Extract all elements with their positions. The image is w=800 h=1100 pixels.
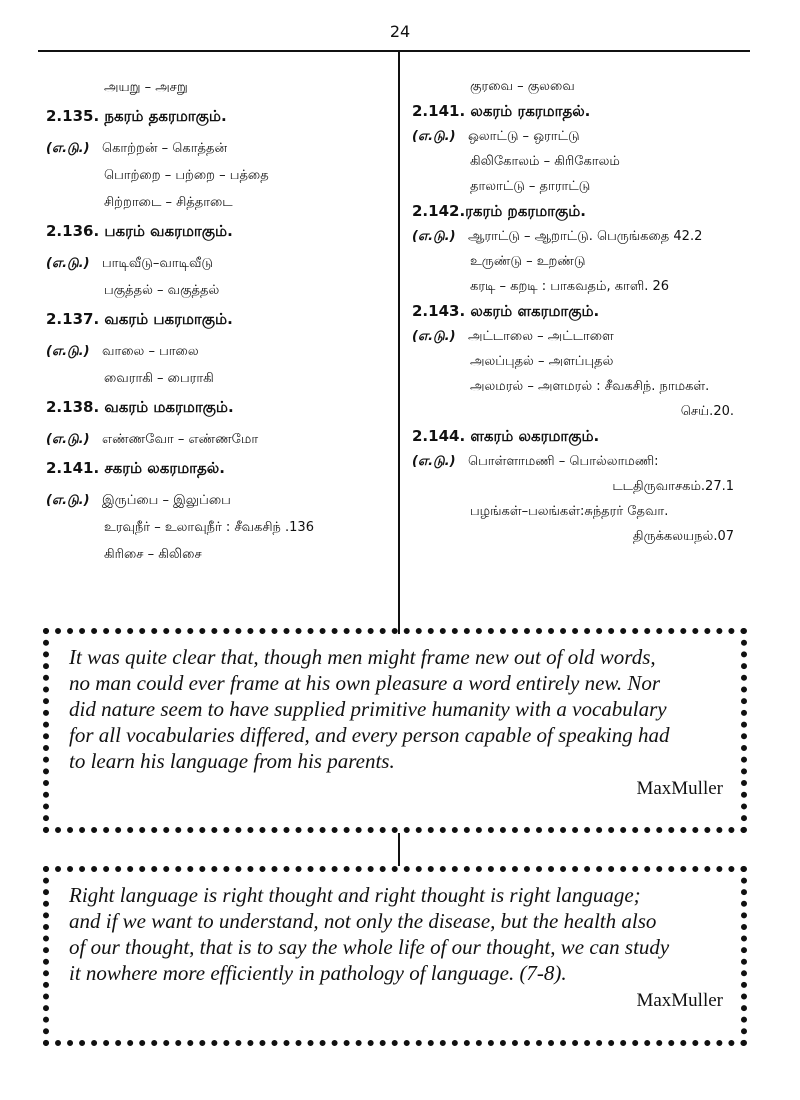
example-line: (எ.டு.) அட்டாலை – அட்டாளை	[412, 324, 744, 349]
example-line: (எ.டு.) எண்ணவோ – எண்ணமோ	[46, 426, 391, 453]
right-column	[412, 74, 744, 549]
example-line: (எ.டு.) இருப்பை – இலுப்பை	[46, 487, 391, 514]
example-line: (எ.டு.) பொள்ளாமணி – பொல்லாமணி:	[412, 449, 744, 474]
example-line: (எ.டு.) ஆராட்டு – ஆறாட்டு. பெருங்கதை 42.2	[412, 224, 744, 249]
quote-box	[43, 628, 747, 833]
example-marker: (எ.டு.)	[46, 256, 90, 271]
example-line: சிற்றாடை – சித்தாடை	[104, 195, 233, 210]
left-column	[46, 74, 391, 568]
example-marker: (எ.டு.)	[412, 454, 456, 469]
quote-text: Right language is right thought and right thought is right language; and if we want to understand, not only the disease, but the health also of our thought, that is to say the whole life of our thought, we can study it nowhere more efficiently in pathology of language. (7-8).	[69, 883, 670, 985]
example-line: உருண்டு – உறண்டு	[470, 254, 586, 269]
citation-line: செய்.20.	[680, 404, 734, 419]
section-heading-2-137: 2.137. வகரம் பகரமாகும்.	[46, 310, 233, 328]
quote-text: It was quite clear that, though men might frame new out of old words, no man could ever frame at his own pleasure a word entirely new. Nor did nature seem to have supplied primitive humanity with a vocabulary for all vocabularies differed, and every person capable of speaking had to learn his language from his parents.	[69, 645, 670, 773]
example-line: (எ.டு.) பாடிவீடு–வாடிவீடு	[46, 250, 391, 277]
header-rule	[38, 50, 750, 52]
example-marker: (எ.டு.)	[46, 344, 90, 359]
example-line: அயறு – அசறு	[104, 80, 188, 95]
example-line: பொற்றை – பற்றை – பத்தை	[104, 168, 269, 183]
section-heading-2-141-right: 2.141. லகரம் ரகரமாதல்.	[412, 102, 591, 120]
example-marker: (எ.டு.)	[412, 229, 456, 244]
section-heading-2-143: 2.143. லகரம் ளகரமாகும்.	[412, 302, 600, 320]
example-line: பகுத்தல் – வகுத்தல்	[104, 283, 220, 298]
example-line: கரடி – கறடி : பாகவதம், காளி. 26	[470, 279, 669, 294]
example-line: கிலிகோலம் – கிரிகோலம்	[470, 154, 620, 169]
example-line: குரவை – குலவை	[470, 79, 575, 94]
quote-author: MaxMuller	[636, 778, 723, 799]
example-line: (எ.டு.) கொற்றன் – கொத்தன்	[46, 135, 391, 162]
example-line: அலப்புதல் – அளப்புதல்	[470, 354, 614, 369]
quote-box	[43, 866, 747, 1046]
example-marker: (எ.டு.)	[412, 329, 456, 344]
quote-connector	[398, 833, 400, 866]
section-heading-2-138: 2.138. வகரம் மகரமாகும்.	[46, 398, 234, 416]
example-marker: (எ.டு.)	[46, 141, 90, 156]
page-number: 24	[389, 22, 411, 41]
example-marker: (எ.டு.)	[46, 493, 90, 508]
example-line: உரவுநீர் – உலாவுநீர் : சீவகசிந் .136	[104, 520, 314, 535]
example-line: வைராகி – பைராகி	[104, 371, 214, 386]
section-heading-2-136: 2.136. பகரம் வகரமாகும்.	[46, 222, 233, 240]
example-line: தாலாட்டு – தாராட்டு	[470, 179, 591, 194]
example-line: கிரிசை – கிலிசை	[104, 547, 202, 562]
citation-line: திருக்கலயநல்.07	[632, 529, 734, 544]
quote-author: MaxMuller	[636, 990, 723, 1011]
example-marker: (எ.டு.)	[46, 432, 90, 447]
example-line: பழங்கள்–பலங்கள்:சுந்தரர் தேவா.	[470, 504, 669, 519]
example-marker: (எ.டு.)	[412, 129, 456, 144]
section-heading-2-135: 2.135. நகரம் தகரமாகும்.	[46, 107, 227, 125]
column-divider	[398, 51, 400, 634]
section-heading-2-142: 2.142.ரகரம் றகரமாகும்.	[412, 202, 587, 220]
citation-line: டடதிருவாசகம்.27.1	[612, 479, 734, 494]
section-heading-2-144: 2.144. ளகரம் லகரமாகும்.	[412, 427, 600, 445]
example-line: (எ.டு.) ஒலாட்டு – ஒராட்டு	[412, 124, 744, 149]
example-line: (எ.டு.) வாலை – பாலை	[46, 338, 391, 365]
example-line: அலமரல் – அளமரல் : சீவகசிந். நாமகள்.	[470, 379, 710, 394]
section-heading-2-141-left: 2.141. சகரம் லகரமாதல்.	[46, 459, 225, 477]
